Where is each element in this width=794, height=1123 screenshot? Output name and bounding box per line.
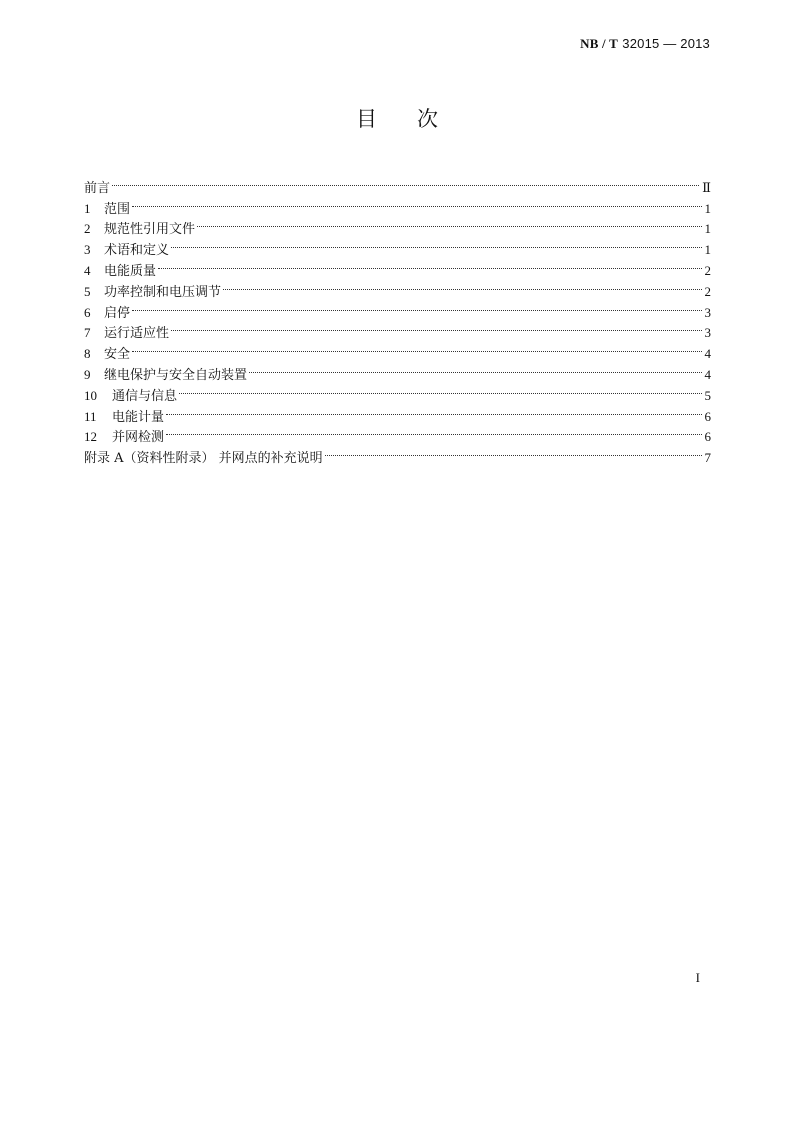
toc-entry-page: 1 [704, 221, 711, 237]
toc-entry-label: 通信与信息 [112, 388, 178, 404]
toc-entry-number: 11 [84, 408, 97, 424]
toc-entry-number: 5 [84, 283, 91, 299]
toc-entry-1[interactable] [84, 192, 711, 217]
toc-entry-8[interactable] [84, 337, 711, 363]
toc-entry-label: 前言 [84, 180, 111, 196]
toc-entry-page: 6 [704, 408, 711, 424]
toc-entry-label: 范围 [104, 201, 131, 217]
toc-leader-dots [112, 171, 699, 192]
toc-entry-5[interactable] [84, 275, 711, 300]
toc-entry-number: 3 [84, 242, 91, 258]
toc-entry-number: 12 [84, 429, 97, 445]
toc-leader-dots [171, 233, 701, 254]
toc-entry-page: 4 [704, 366, 711, 382]
toc-entry-page: 1 [704, 242, 711, 258]
toc-leader-dots [166, 421, 701, 442]
toc-entry-11[interactable] [84, 400, 711, 425]
toc-entry-number: 7 [84, 325, 91, 341]
toc-entry-2[interactable] [84, 213, 711, 238]
toc-entry-label: 术语和定义 [104, 243, 170, 259]
document-header [580, 36, 710, 52]
toc-entry-number: 1 [84, 200, 91, 216]
toc-entry-7[interactable] [84, 317, 711, 342]
toc-entry-foreword[interactable] [84, 171, 711, 196]
toc-entry-label: 并网检测 [112, 430, 165, 446]
page-title-char-1: 目 [356, 107, 377, 131]
toc-entry-label: 附录 A（资料性附录） 并网点的补充说明 [84, 451, 323, 467]
toc-entry-3[interactable] [84, 233, 711, 259]
standard-code: NB / T [580, 36, 618, 51]
toc-entry-page: Ⅱ [702, 179, 711, 195]
toc-leader-dots [132, 337, 701, 358]
standard-number: 32015 — 2013 [622, 36, 710, 51]
toc-leader-dots [158, 254, 701, 275]
page-number: I [695, 970, 700, 985]
toc-entry-label: 继电保护与安全自动装置 [104, 367, 248, 383]
toc-entry-12[interactable] [84, 421, 711, 446]
page-title [0, 103, 794, 133]
toc-entry-page: 4 [704, 346, 711, 362]
toc-entry-appendix-a[interactable] [84, 441, 711, 467]
toc-entry-number: 9 [84, 366, 91, 382]
toc-entry-number: 8 [84, 346, 91, 362]
toc-entry-number: 10 [84, 387, 97, 403]
toc-leader-dots [171, 317, 701, 338]
toc-entry-label: 安全 [104, 347, 131, 363]
toc-entry-label: 电能质量 [104, 263, 157, 279]
page-title-char-2: 次 [417, 107, 438, 131]
toc-entry-number: 2 [84, 221, 91, 237]
table-of-contents [84, 171, 711, 467]
toc-entry-label: 规范性引用文件 [104, 222, 196, 238]
toc-leader-dots [325, 441, 702, 462]
toc-entry-page: 3 [704, 304, 711, 320]
toc-entry-number: 6 [84, 304, 91, 320]
toc-entry-label: 启停 [104, 305, 131, 321]
toc-leader-dots [132, 296, 701, 317]
toc-entry-6[interactable] [84, 296, 711, 321]
toc-leader-dots [223, 275, 701, 296]
toc-entry-page: 7 [704, 450, 711, 466]
toc-leader-dots [249, 358, 701, 379]
toc-leader-dots [166, 400, 701, 421]
toc-leader-dots [179, 379, 701, 400]
toc-entry-9[interactable] [84, 358, 711, 383]
toc-leader-dots [132, 192, 701, 213]
toc-entry-page: 5 [704, 387, 711, 403]
toc-entry-number: 4 [84, 262, 91, 278]
toc-entry-page: 6 [704, 429, 711, 445]
toc-leader-dots [197, 213, 701, 234]
toc-entry-label: 功率控制和电压调节 [104, 284, 222, 300]
toc-entry-page: 1 [704, 200, 711, 216]
toc-entry-4[interactable] [84, 254, 711, 279]
toc-entry-10[interactable] [84, 379, 711, 404]
toc-entry-page: 2 [704, 283, 711, 299]
toc-entry-label: 运行适应性 [104, 326, 170, 342]
toc-entry-page: 3 [704, 325, 711, 341]
toc-entry-page: 2 [704, 262, 711, 278]
toc-entry-label: 电能计量 [112, 409, 165, 425]
